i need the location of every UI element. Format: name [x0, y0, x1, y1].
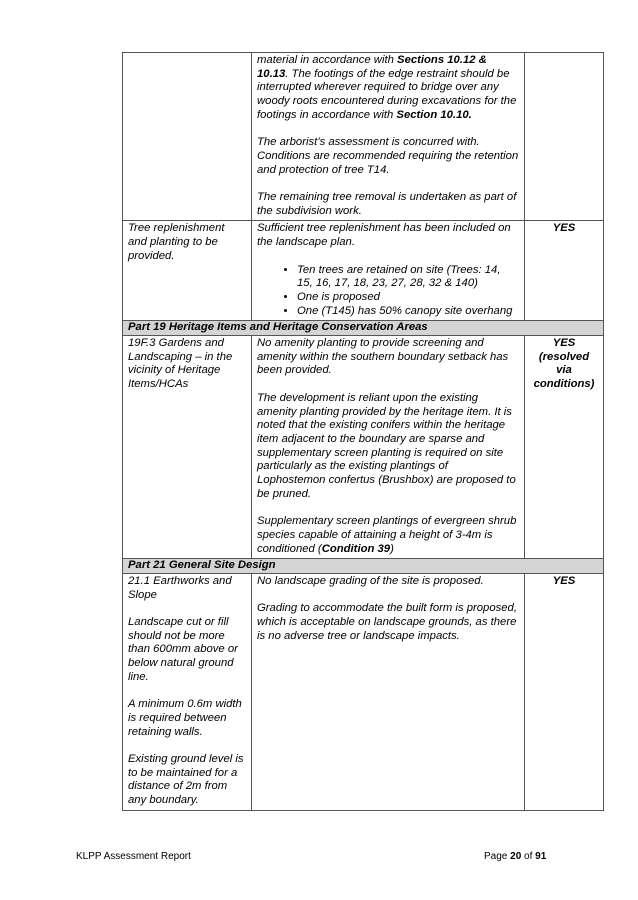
control-text: 19F.3 Gardens and Landscaping – in the vicinity of Heritage Items/HCAs [128, 337, 233, 391]
control-text: 21.1 Earthworks and Slope [128, 574, 232, 601]
section-ref: Section 10.10. [396, 108, 472, 121]
list-item: • Ten trees are retained on site (Trees: 14, 15, 16, 17, 18, 23, 27, 28, 32 & 140) [297, 264, 519, 291]
table-row [123, 336, 604, 559]
comment-cell [252, 573, 525, 810]
control-text: Tree replenishment and planting to be provided. [128, 222, 225, 262]
section-header-row [123, 321, 604, 336]
comment-cell [252, 221, 525, 321]
section-heading: Part 19 Heritage Items and Heritage Conservation Areas [123, 321, 604, 336]
table-row [123, 573, 604, 810]
section-ref: Sections 10.12 & 10.13 [257, 54, 487, 80]
result-cell [525, 53, 604, 221]
comment-paragraph: Grading to accommodate the built form is proposed, which is acceptable on landscape grounds, as there is no adverse tree or landscape impacts. [257, 602, 517, 642]
comment-paragraph: material in accordance with Sections 10.12 & 10.13. The footings of the edge restraint should be interrupted wherever required to bridge over any woody roots encountered during excavations for the footings in accordance with Section 10.10. [257, 54, 517, 121]
list-item: • One (T145) has 50% canopy site overhang [297, 305, 519, 319]
comment-paragraph: Supplementary screen plantings of evergreen shrub species capable of attaining a height of 3-4m is conditioned (Condition 39) [257, 515, 517, 555]
control-text: Existing ground level is to be maintained for a distance of 2m from any boundary. [128, 753, 244, 807]
comment-paragraph: No amenity planting to provide screening and amenity within the southern boundary setback has been provided. [257, 337, 509, 377]
comment-paragraph: The arborist’s assessment is concurred with. Conditions are recommended requiring the retention and protection of tree T14. [257, 136, 519, 176]
control-cell [123, 221, 252, 321]
comment-paragraph: The remaining tree removal is undertaken as part of the subdivision work. [257, 191, 517, 217]
result-cell: YES (resolved via conditions) [525, 336, 604, 559]
comment-paragraph: The development is reliant upon the existing amenity planting provided by the heritage item. It is noted that the existing conifers within the heritage item adjacent to the boundary are sparse and supplementary screen planting is required on site particularly as the existing plantings of Lophostemon confertus (Brushbox) are proposed to be pruned. [257, 391, 516, 500]
page-total: 91 [535, 851, 547, 862]
footer-report-title: KLPP Assessment Report [76, 851, 191, 862]
condition-ref: Condition 39 [321, 542, 391, 555]
table-row [123, 53, 604, 221]
control-text: Landscape cut or fill should not be more than 600mm above or below natural ground line. [128, 616, 238, 683]
comment-cell [252, 336, 525, 559]
control-text: A minimum 0.6m width is required between retaining walls. [128, 698, 242, 738]
table-row [123, 221, 604, 321]
control-cell [123, 573, 252, 810]
comment-paragraph: Sufficient tree replenishment has been included on the landscape plan. [257, 222, 511, 249]
list-item: • One is proposed [297, 291, 519, 305]
bullet-list [257, 264, 519, 319]
section-header-row [123, 559, 604, 574]
section-heading: Part 21 General Site Design [123, 559, 604, 574]
control-cell [123, 336, 252, 559]
comment-cell [252, 53, 525, 221]
result-cell: YES [525, 573, 604, 810]
page-current: 20 [510, 851, 522, 862]
comment-paragraph: No landscape grading of the site is proposed. [257, 574, 484, 587]
control-cell [123, 53, 252, 221]
result-cell: YES [525, 221, 604, 321]
assessment-table [122, 52, 604, 811]
footer-page-number: Page 20 of 91 [484, 851, 547, 862]
